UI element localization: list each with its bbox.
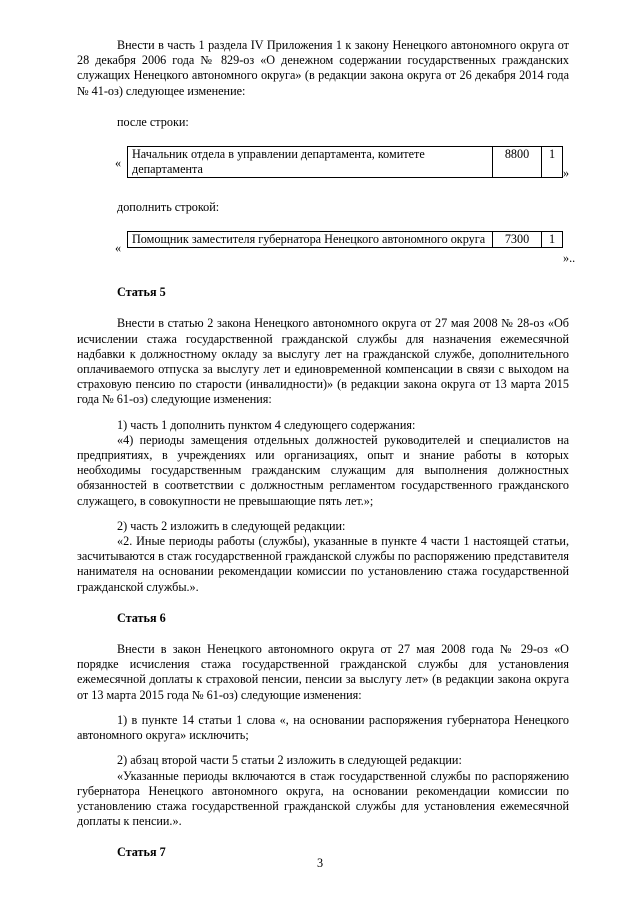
table-old-row <box>77 146 569 184</box>
article-5-heading: Статья 5 <box>117 285 166 300</box>
salary-cell: 7300 <box>493 232 542 248</box>
count-cell: 1 <box>542 232 563 248</box>
after-row-label: после строки: <box>117 114 189 129</box>
article-5-item-1: 1) часть 1 дополнить пунктом 4 следующего содержания: <box>117 417 416 432</box>
article-6-intro: Внести в закон Ненецкого автономного округа от 27 мая 2008 года № 29-оз «О порядке исчисления стажа государственной гражданской службы для установления ежемесячной доплаты к страховой пенсии, пенсии за выслугу лет» (в редакции закона округа от 13 марта 2015 года № 61-оз) следующие изменения: <box>77 642 569 702</box>
article-5-item-1-text: «4) периоды замещения отдельных должностей руководителей и специалистов на предприятиях, в учреждениях или организациях, опыт и знание работы в которых необходимы государственным гражданским служащим для выполнения должностных обязанностей в соответствии с должностным регламентом государственного гражданского служащего, в совокупности не превышающие пять лет.»; <box>77 432 569 508</box>
add-row-label: дополнить строкой: <box>117 200 220 215</box>
table-row <box>128 147 563 178</box>
open-quote: « <box>115 156 122 171</box>
document-body <box>77 38 576 861</box>
salary-cell: 8800 <box>493 147 542 178</box>
open-quote: « <box>115 241 122 256</box>
page-number: 3 <box>316 856 324 870</box>
article-6-item-2: 2) абзац второй части 5 статьи 2 изложить в следующей редакции: <box>117 753 462 768</box>
count-cell: 1 <box>542 147 563 178</box>
article-6-heading: Статья 6 <box>117 610 166 625</box>
article-5-item-2-text: «2. Иные периоды работы (службы), указанные в пункте 4 части 1 настоящей статьи, засчитываются в стаж государственной гражданской службы по распоряжению представителя нанимателя на основании рекомендации комиссии по установлению стажа государственной гражданской службы.». <box>77 534 569 594</box>
table-new-row <box>77 231 576 269</box>
article-6-item-2-text: «Указанные периоды включаются в стаж государственной службы по распоряжению губернатора Ненецкого автономного округа, на основании рекомендации комиссии по установлению стажа государственной гражданской службы для установления ежемесячной доплаты к пенсии.». <box>77 768 569 829</box>
article-7-heading: Статья 7 <box>117 845 166 860</box>
intro-paragraph: Внести в часть 1 раздела IV Приложения 1 к закону Ненецкого автономного округа от 28 декабря 2006 года № 829-оз «О денежном содержании государственных гражданских служащих Ненецкого автономного округа» (в редакции закона округа от 26 декабря 2014 года № 41-оз) следующее изменение: <box>77 38 569 98</box>
table-2 <box>127 231 563 248</box>
article-5-item-2: 2) часть 2 изложить в следующей редакции: <box>117 518 346 533</box>
article-5-intro: Внести в статью 2 закона Ненецкого автономного округа от 27 мая 2008 № 28-оз «Об исчислении стажа государственной гражданской службы для назначения ежемесячной надбавки к должностному окладу за выслугу лет на гражданской службе, дополнительного оплачиваемого отпуска за выслугу лет и единовременной компенсации в связи с выходом на страховую пенсию по старости (инвалидности)» (в редакции закона округа от 13 марта 2015 года № 61-оз) следующие изменения: <box>77 316 569 407</box>
article-6-item-1: 1) в пункте 14 статьи 1 слова «, на основании распоряжения губернатора Ненецкого автономного округа» исключить; <box>77 712 569 743</box>
close-quote: ».. <box>563 251 576 266</box>
table-row <box>128 232 563 248</box>
close-quote: » <box>563 166 570 181</box>
table-1 <box>127 146 563 178</box>
position-name-cell: Помощник заместителя губернатора Ненецкого автономного округа <box>128 232 493 248</box>
position-name-cell: Начальник отдела в управлении департамента, комитете департамента <box>128 147 493 178</box>
